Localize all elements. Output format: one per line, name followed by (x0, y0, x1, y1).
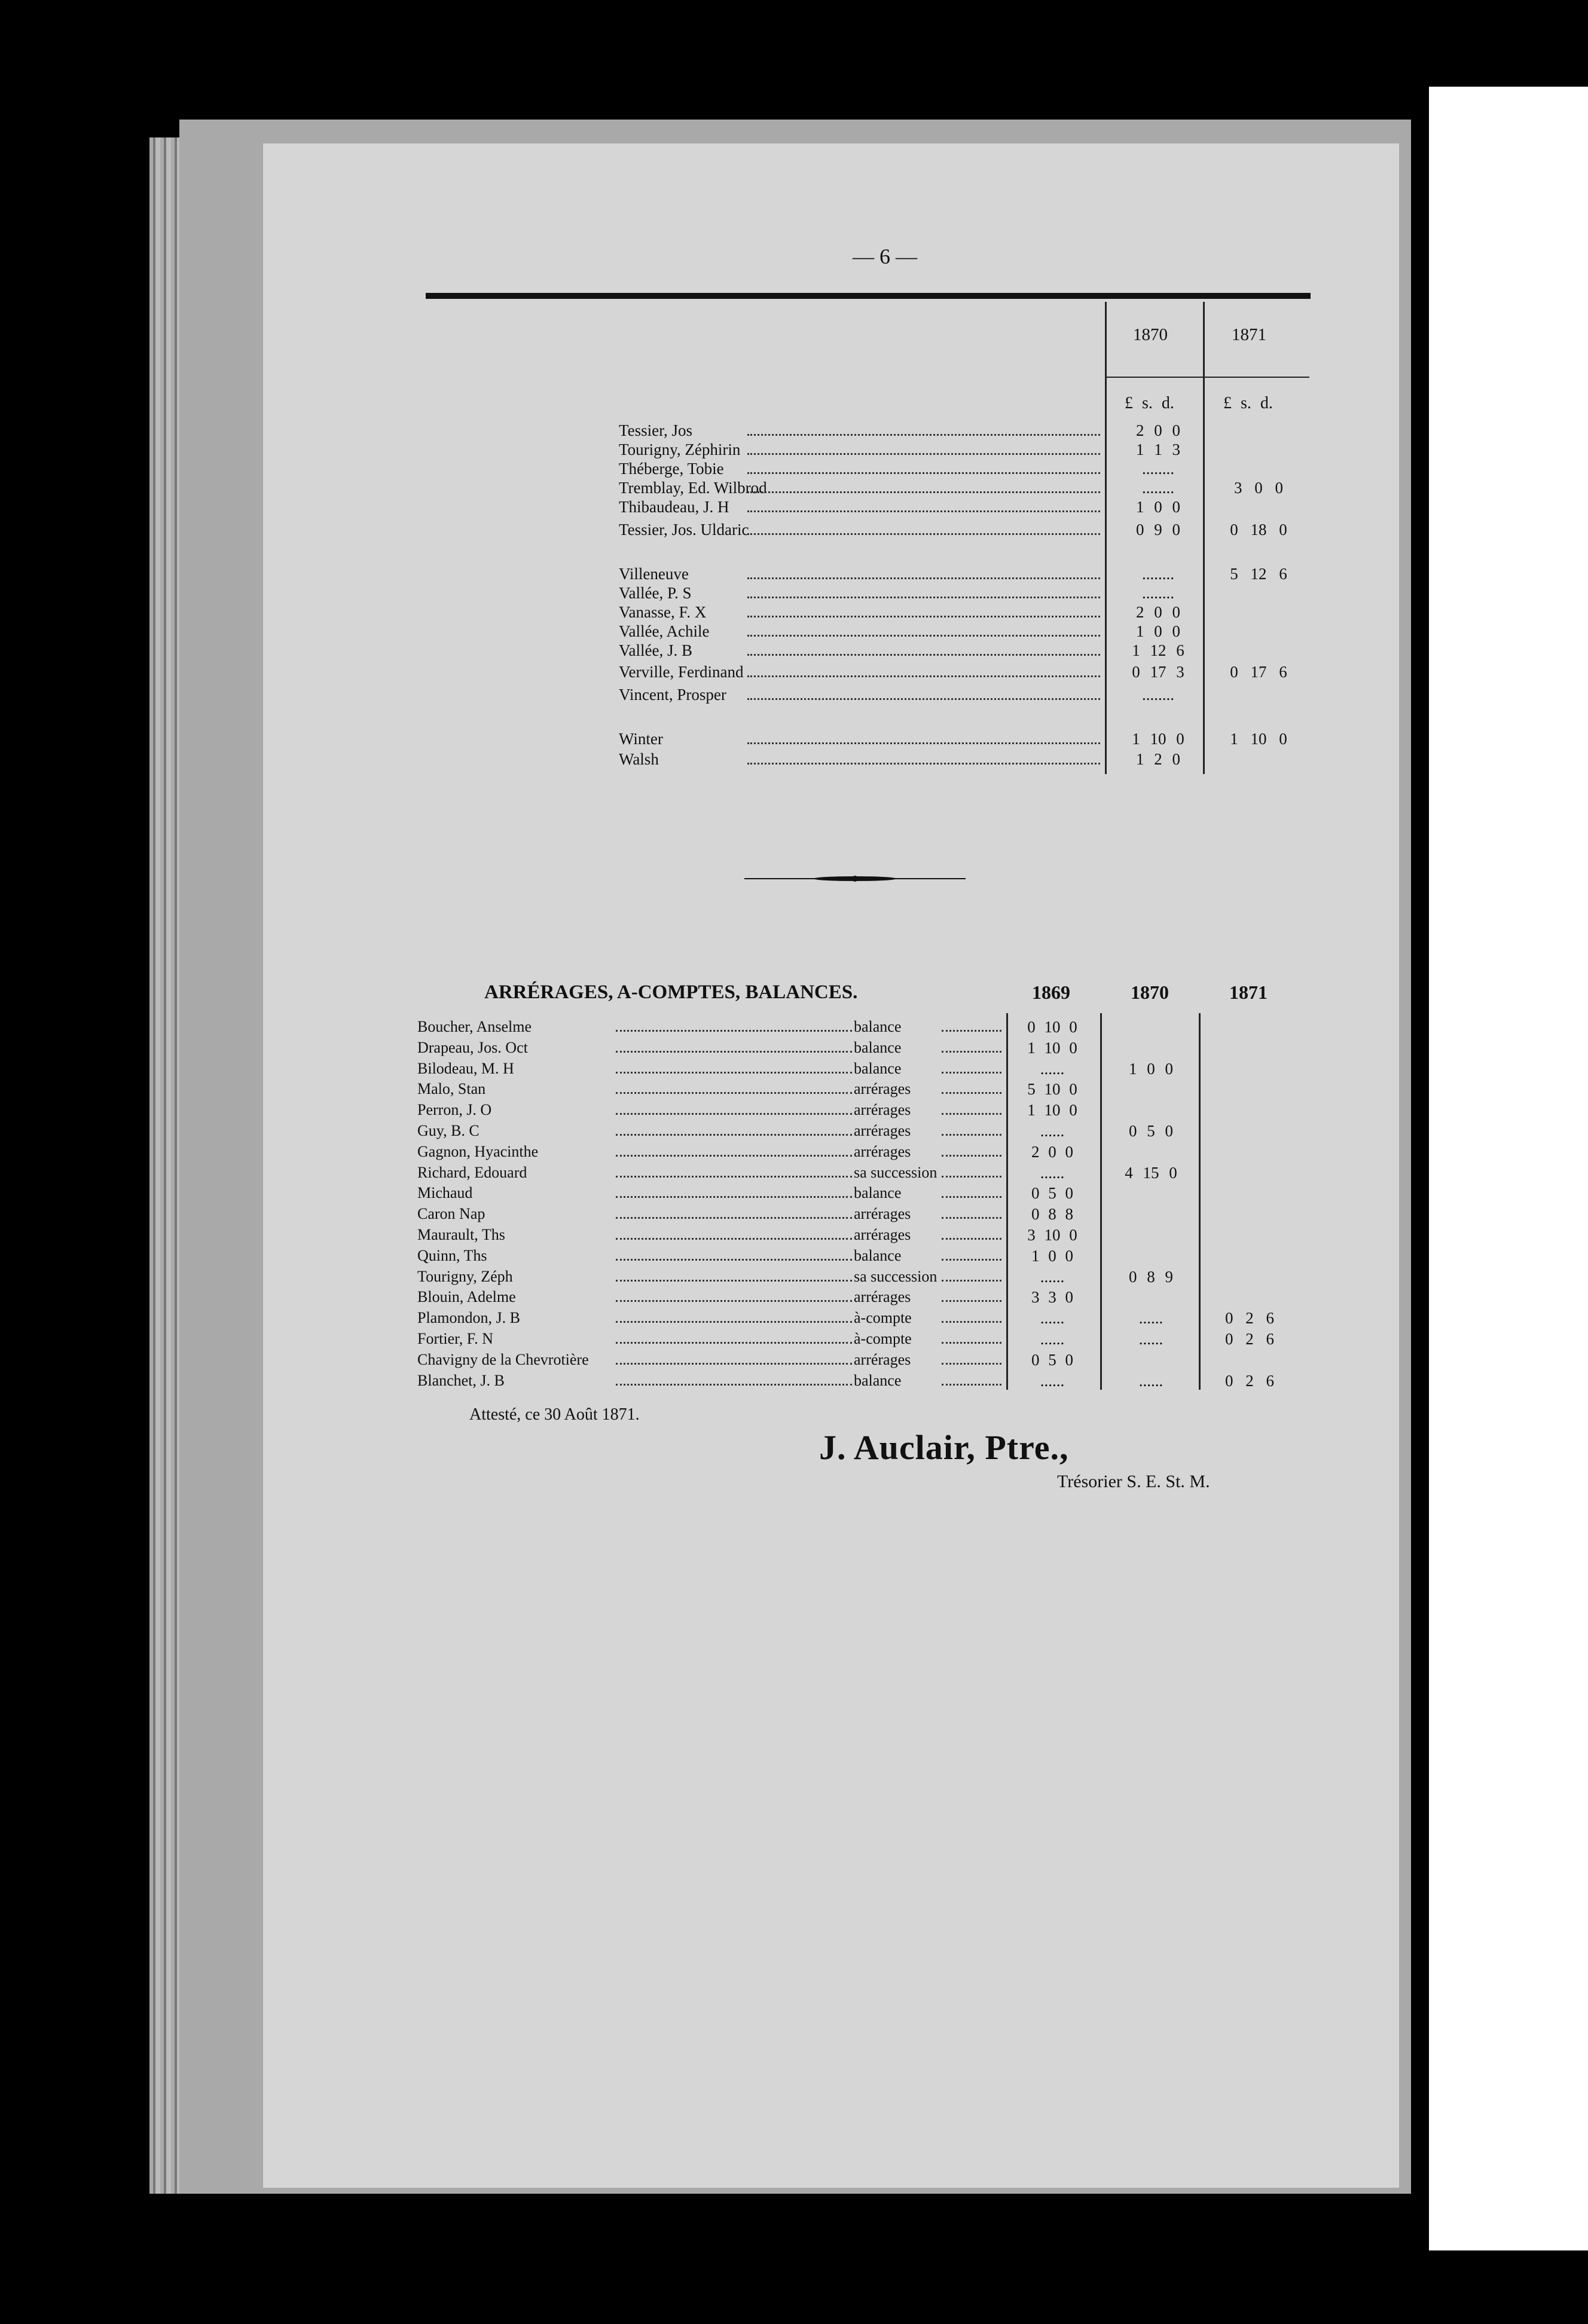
ledger-name: Tessier, Jos (619, 421, 693, 439)
arrears-name: Caron Nap (417, 1205, 485, 1222)
ornament-divider (744, 874, 966, 880)
dot-leader (942, 1383, 1001, 1386)
margin-strip (1429, 87, 1588, 2250)
arrears-name: Malo, Stan (417, 1080, 486, 1097)
arrears-name: Richard, Edouard (417, 1164, 527, 1181)
dot-leader (942, 1279, 1001, 1282)
amount-1871: 0 17 6 (1230, 663, 1287, 681)
amount-1870: ........ (1142, 460, 1174, 478)
amount-1869: 0 10 0 (1027, 1018, 1077, 1036)
dot-leader (616, 1299, 852, 1302)
dot-leader (616, 1050, 852, 1053)
arrears-name: Maurault, Ths (417, 1226, 505, 1243)
amount-1869: ...... (1040, 1122, 1065, 1140)
ledger-name: Tourigny, Zéphirin (619, 441, 741, 458)
year-header: 1870 (1131, 981, 1169, 1003)
year-header: 1871 (1232, 325, 1266, 344)
arrears-name: Tourigny, Zéph (417, 1268, 513, 1285)
dot-leader (616, 1383, 852, 1386)
dot-leader (616, 1279, 852, 1282)
dot-leader (942, 1112, 1001, 1115)
ledger-name: Vanasse, F. X (619, 603, 707, 621)
arrears-title: ARRÉRAGES, A-COMPTES, BALANCES. (484, 981, 858, 1003)
arrears-name: Blouin, Adelme (417, 1288, 516, 1305)
dot-leader (942, 1091, 1001, 1094)
dot-leader (616, 1133, 852, 1136)
dot-leader (747, 762, 1100, 765)
amount-1869: 0 5 0 (1031, 1351, 1073, 1369)
dot-leader (616, 1341, 852, 1344)
amount-1871: 0 18 0 (1230, 521, 1287, 539)
amount-1871: 0 2 6 (1225, 1372, 1274, 1390)
dot-leader (747, 653, 1100, 656)
ledger-name: Vallée, Achile (619, 622, 710, 640)
dot-leader (747, 471, 1100, 474)
arrears-type: arrérages (854, 1351, 911, 1368)
ledger-name: Tremblay, Ed. Wilbrod (619, 479, 767, 497)
amount-1870: 0 17 3 (1132, 663, 1184, 681)
year-header: 1871 (1229, 981, 1268, 1003)
column-rule (1203, 302, 1205, 774)
year-header: 1870 (1133, 325, 1168, 344)
ledger-name: Villeneuve (619, 565, 689, 583)
dot-leader (942, 1195, 1001, 1198)
amount-1870: 1 0 0 (1136, 498, 1180, 516)
amount-1869: ...... (1040, 1309, 1065, 1327)
header-underline (1106, 377, 1309, 378)
dot-leader (747, 697, 1100, 700)
arrears-type: à-compte (854, 1309, 912, 1326)
arrears-name: Plamondon, J. B (417, 1309, 520, 1326)
arrears-name: Bilodeau, M. H (417, 1060, 514, 1077)
arrears-name: Boucher, Anselme (417, 1018, 532, 1035)
dot-leader (747, 433, 1100, 436)
page-number: — 6 — (853, 244, 917, 268)
amount-1871: 5 12 6 (1230, 565, 1287, 583)
attestation: Attesté, ce 30 Août 1871. (469, 1405, 640, 1424)
dot-leader (616, 1175, 852, 1178)
ledger-name: Winter (619, 730, 663, 748)
dot-leader (747, 509, 1100, 512)
amount-1869: ...... (1040, 1164, 1065, 1182)
column-rule (1199, 1013, 1201, 1390)
dot-leader (747, 532, 1100, 535)
column-rule (1105, 302, 1107, 774)
arrears-type: arrérages (854, 1226, 911, 1243)
dot-leader (942, 1258, 1001, 1261)
dot-leader (747, 674, 1100, 677)
arrears-type: sa succession (854, 1164, 937, 1181)
amount-1869: 3 10 0 (1027, 1226, 1077, 1244)
arrears-type: arrérages (854, 1122, 911, 1139)
ledger-name: Verville, Ferdinand (619, 663, 744, 681)
arrears-name: Guy, B. C (417, 1122, 480, 1139)
amount-1869: ...... (1040, 1330, 1065, 1348)
dot-leader (616, 1029, 852, 1032)
amount-1870: 1 10 0 (1132, 730, 1184, 748)
dot-leader (747, 452, 1100, 455)
currency-header: £ s. d. (1223, 394, 1273, 412)
amount-1870: 0 5 0 (1129, 1122, 1173, 1140)
amount-1870: ...... (1138, 1372, 1163, 1390)
amount-1869: 0 8 8 (1031, 1205, 1073, 1223)
amount-1870: 1 2 0 (1136, 750, 1180, 768)
dot-leader (942, 1216, 1001, 1219)
dot-leader (942, 1320, 1001, 1323)
amount-1870: ........ (1142, 565, 1174, 583)
ledger-name: Vincent, Prosper (619, 686, 726, 704)
amount-1869: 2 0 0 (1031, 1143, 1073, 1161)
dot-leader (747, 741, 1100, 744)
currency-header: £ s. d. (1125, 394, 1174, 412)
amount-1871: 3 0 0 (1234, 479, 1283, 497)
arrears-type: balance (854, 1018, 902, 1035)
dot-leader (616, 1237, 852, 1240)
column-rule (1006, 1013, 1008, 1390)
dot-leader (616, 1112, 852, 1115)
amount-1869: 1 10 0 (1027, 1101, 1077, 1119)
dot-leader (747, 614, 1100, 617)
amount-1870: 1 12 6 (1132, 641, 1184, 659)
signature-title: Trésorier S. E. St. M. (1057, 1472, 1210, 1491)
dot-leader (616, 1071, 852, 1074)
arrears-type: arrérages (854, 1288, 911, 1305)
dot-leader (616, 1195, 852, 1198)
dot-leader (942, 1071, 1001, 1074)
amount-1870: 1 0 0 (1129, 1060, 1173, 1078)
dot-leader (616, 1216, 852, 1219)
dot-leader (616, 1258, 852, 1261)
signature: J. Auclair, Ptre., (819, 1428, 1069, 1467)
dot-leader (942, 1341, 1001, 1344)
arrears-type: à-compte (854, 1330, 912, 1347)
arrears-type: arrérages (854, 1080, 911, 1097)
amount-1870: 2 0 0 (1136, 421, 1180, 439)
dot-leader (747, 576, 1100, 579)
arrears-type: arrérages (854, 1143, 911, 1160)
ledger-name: Vallée, P. S (619, 584, 692, 602)
arrears-name: Drapeau, Jos. Oct (417, 1039, 528, 1056)
dot-leader (942, 1175, 1001, 1178)
arrears-type: arrérages (854, 1101, 911, 1118)
amount-1869: ...... (1040, 1268, 1065, 1286)
amount-1869: 0 5 0 (1031, 1184, 1073, 1202)
amount-1870: ...... (1138, 1309, 1163, 1327)
ledger-name: Théberge, Tobie (619, 460, 724, 478)
dot-leader (616, 1091, 852, 1094)
dot-leader (942, 1133, 1001, 1136)
amount-1869: 1 0 0 (1031, 1247, 1073, 1265)
dot-leader (942, 1050, 1001, 1053)
arrears-name: Quinn, Ths (417, 1247, 487, 1264)
arrears-type: arrérages (854, 1205, 911, 1222)
dot-leader (616, 1362, 852, 1365)
arrears-type: balance (854, 1039, 902, 1056)
amount-1870: 1 0 0 (1136, 622, 1180, 640)
ledger-name: Walsh (619, 750, 659, 768)
arrears-name: Fortier, F. N (417, 1330, 493, 1347)
column-rule (1100, 1013, 1102, 1390)
dot-leader (616, 1320, 852, 1323)
arrears-type: balance (854, 1184, 902, 1201)
dot-leader (942, 1029, 1001, 1032)
dot-leader (616, 1154, 852, 1157)
amount-1870: ........ (1142, 479, 1174, 497)
arrears-name: Chavigny de la Chevrotière (417, 1351, 589, 1368)
arrears-type: balance (854, 1247, 902, 1264)
dot-leader (747, 490, 1100, 493)
amount-1869: ...... (1040, 1060, 1065, 1078)
amount-1870: 1 1 3 (1136, 441, 1180, 458)
amount-1870: ........ (1142, 686, 1174, 704)
amount-1870: 2 0 0 (1136, 603, 1180, 621)
arrears-type: balance (854, 1060, 902, 1077)
amount-1869: ...... (1040, 1372, 1065, 1390)
amount-1869: 5 10 0 (1027, 1080, 1077, 1098)
amount-1870: 4 15 0 (1125, 1164, 1177, 1182)
header-rule (426, 293, 1311, 299)
dot-leader (942, 1362, 1001, 1365)
dot-leader (942, 1299, 1001, 1302)
arrears-name: Michaud (417, 1184, 473, 1201)
amount-1869: 1 10 0 (1027, 1039, 1077, 1057)
amount-1871: 0 2 6 (1225, 1309, 1274, 1327)
amount-1869: 3 3 0 (1031, 1288, 1073, 1306)
amount-1870: 0 9 0 (1136, 521, 1180, 539)
dot-leader (942, 1154, 1001, 1157)
amount-1870: ........ (1142, 584, 1174, 602)
arrears-type: sa succession (854, 1268, 937, 1285)
dot-leader (942, 1237, 1001, 1240)
ledger-name: Vallée, J. B (619, 641, 692, 659)
year-header: 1869 (1032, 981, 1070, 1003)
ledger-name: Thibaudeau, J. H (619, 498, 729, 516)
ledger-name: Tessier, Jos. Uldaric (619, 521, 749, 539)
arrears-name: Gagnon, Hyacinthe (417, 1143, 539, 1160)
dot-leader (747, 595, 1100, 598)
amount-1871: 1 10 0 (1230, 730, 1287, 748)
arrears-name: Perron, J. O (417, 1101, 492, 1118)
amount-1871: 0 2 6 (1225, 1330, 1274, 1348)
dot-leader (747, 634, 1100, 637)
amount-1870: 0 8 9 (1129, 1268, 1173, 1286)
arrears-name: Blanchet, J. B (417, 1372, 505, 1389)
arrears-type: balance (854, 1372, 902, 1389)
amount-1870: ...... (1138, 1330, 1163, 1348)
